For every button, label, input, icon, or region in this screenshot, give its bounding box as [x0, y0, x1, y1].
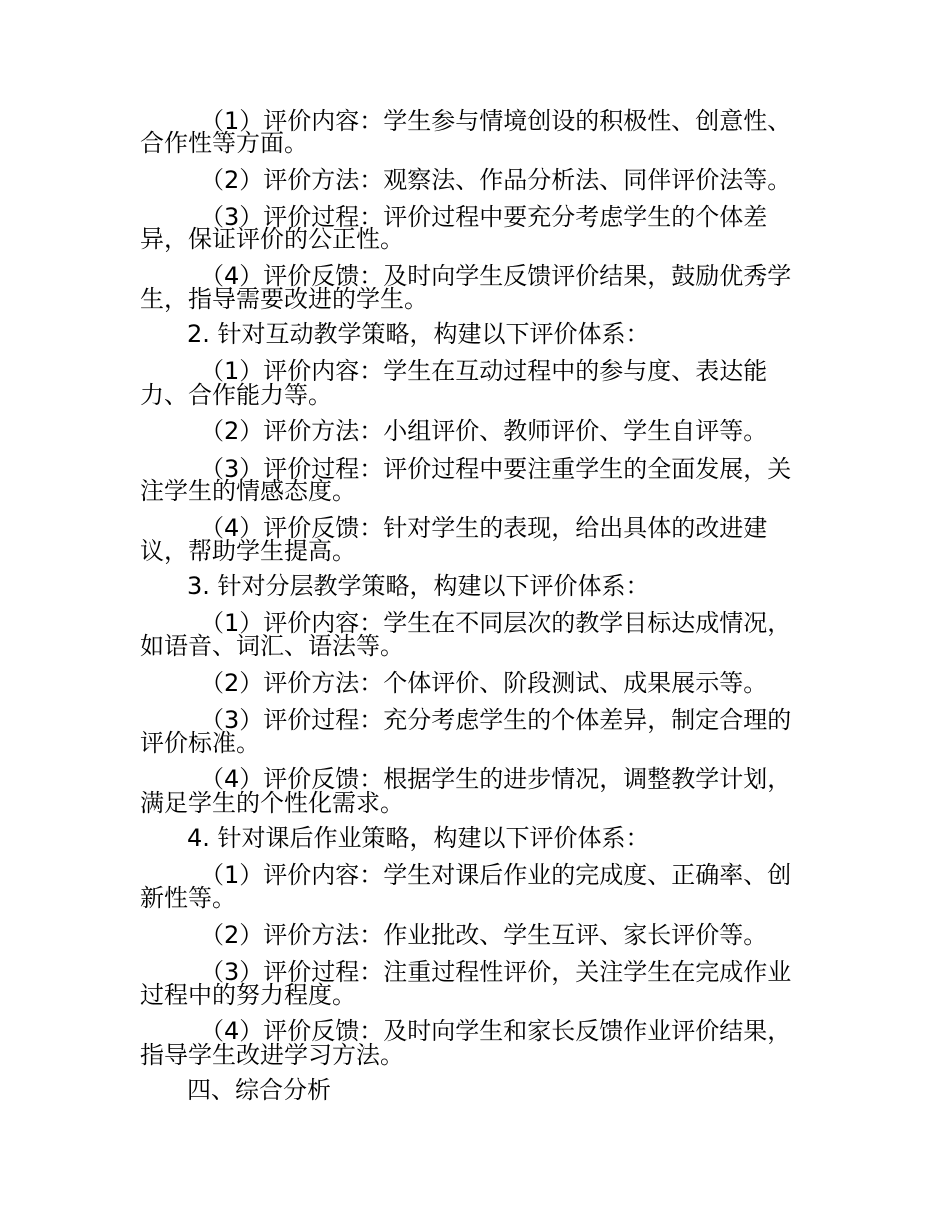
item-line: （1）评价内容：学生在互动过程中的参与度、表达能	[200, 357, 768, 385]
item-continuation-line: 合作性等方面。	[140, 129, 308, 157]
item-continuation-line: 评价标准。	[140, 729, 260, 757]
section-heading: 4. 针对课后作业策略，构建以下评价体系：	[187, 824, 650, 852]
item-continuation-line: 生，指导需要改进的学生。	[140, 285, 428, 313]
item-line: （3）评价过程：充分考虑学生的个体差异，制定合理的	[200, 706, 792, 734]
item-line: （3）评价过程：评价过程中要充分考虑学生的个体差	[200, 203, 768, 231]
item-line: （2）评价方法：观察法、作品分析法、同伴评价法等。	[200, 166, 792, 194]
item-line: （3）评价过程：评价过程中要注重学生的全面发展，关	[200, 455, 792, 483]
item-continuation-line: 新性等。	[140, 884, 236, 912]
item-continuation-line: 异，保证评价的公正性。	[140, 225, 404, 253]
item-line: （1）评价内容：学生对课后作业的完成度、正确率、创	[200, 861, 792, 889]
item-continuation-line: 满足学生的个性化需求。	[140, 789, 404, 817]
section-heading: 四、综合分析	[187, 1076, 331, 1104]
section-heading: 3. 针对分层教学策略，构建以下评价体系：	[187, 572, 650, 600]
item-line: （2）评价方法：作业批改、学生互评、家长评价等。	[200, 921, 768, 949]
item-line: （4）评价反馈：及时向学生和家长反馈作业评价结果，	[200, 1017, 792, 1045]
item-line: （1）评价内容：学生在不同层次的教学目标达成情况，	[200, 609, 792, 637]
item-line: （1）评价内容：学生参与情境创设的积极性、创意性、	[200, 107, 792, 135]
item-line: （4）评价反馈：根据学生的进步情况，调整教学计划，	[200, 765, 792, 793]
item-continuation-line: 注学生的情感态度。	[140, 477, 356, 505]
item-continuation-line: 过程中的努力程度。	[140, 981, 356, 1009]
item-line: （2）评价方法：小组评价、教师评价、学生自评等。	[200, 417, 768, 445]
item-continuation-line: 议，帮助学生提高。	[140, 537, 356, 565]
item-continuation-line: 力、合作能力等。	[140, 381, 332, 409]
item-line: （2）评价方法：个体评价、阶段测试、成果展示等。	[200, 669, 768, 697]
item-continuation-line: 指导学生改进学习方法。	[140, 1041, 404, 1069]
section-heading: 2. 针对互动教学策略，构建以下评价体系：	[187, 320, 650, 348]
item-continuation-line: 如语音、词汇、语法等。	[140, 632, 404, 660]
item-line: （4）评价反馈：针对学生的表现，给出具体的改进建	[200, 514, 768, 542]
item-line: （3）评价过程：注重过程性评价，关注学生在完成作业	[200, 958, 792, 986]
item-line: （4）评价反馈：及时向学生反馈评价结果，鼓励优秀学	[200, 262, 792, 290]
